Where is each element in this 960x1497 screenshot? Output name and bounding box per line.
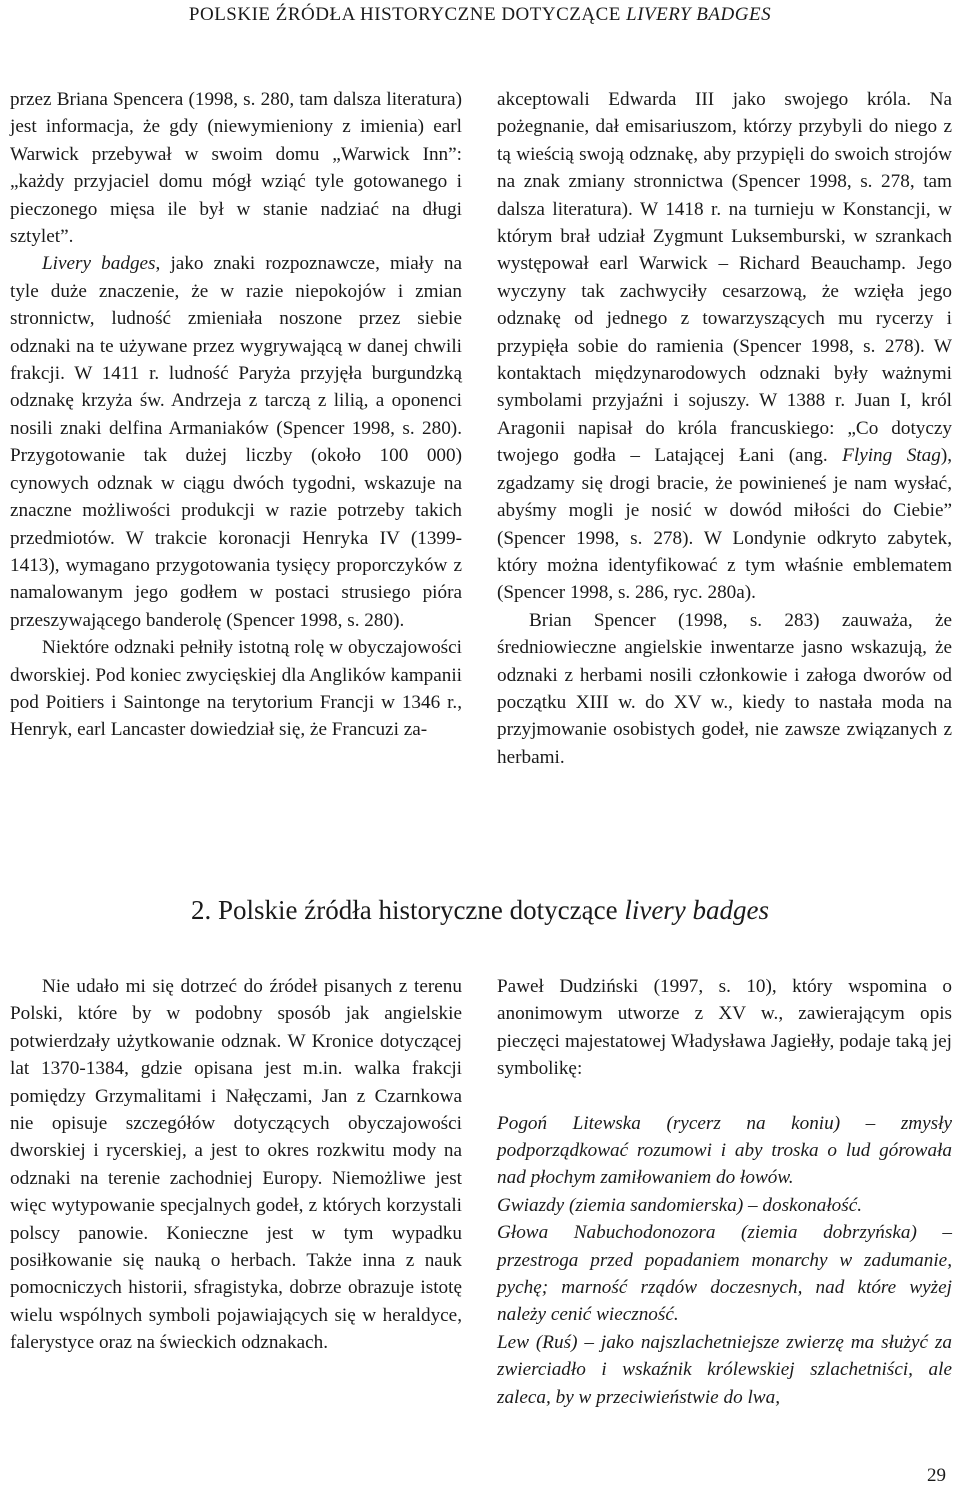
- term-flying-stag: Flying Stag: [842, 445, 941, 467]
- paragraph-dudzinski: Paweł Dudziński (1997, s. 10), który wspomina o anonimowym utworze z XV w., zawierającym opis pieczęci majestatowej Władysława Jagiełły, podaje taką jej symbolikę:: [497, 976, 952, 1080]
- paragraph-edward-iii: [497, 86, 952, 607]
- paragraph-livery-badges: [10, 250, 462, 634]
- paragraph-spencer-warwick: przez Briana Spencera (1998, s. 280, tam dalsza literatura) jest informacja, że gdy (niewymieniony z imienia) earl Warwick przebywał w swoim domu „Warwick Inn”: „każdy przyjaciel domu mógł wziąć tyle gotowanego i pieczonego mięsa ile był w stanie nadziać na długi sztylet”.: [10, 89, 462, 248]
- column-right-bottom: [497, 973, 952, 1411]
- paragraph-livery-badges-text: , jako znaki rozpoznawcze, miały na tyle duże znaczenie, że w razie niepokojów i zmian stronnictw, ludność zmieniała noszone przez siebie odznaki na te używane przez wygrywającą w danej chwili frakcji. W 1411 r. ludność Paryża przyjęła burgundzką odznakę krzyża św. Andrzeja z tarczą z lilią, a oponenci nosili znaki delfina Armaniaków (Spencer 1998, s. 280). Przygotowanie tak dużej liczby (około 100 000) cynowych odznak w ciągu dwóch tygodni, wskazuje na znaczne możliwości produkcji w razie potrzeby takich przedmiotów. W trakcie koronacji Henryka IV (1399-1413), wymagano przygotowania tysięcy proporczyków z namalowanym jego godłem w postaci strusiego pióra przeszywającego banderolę (Spencer 1998, s. 280).: [10, 253, 462, 631]
- paragraph-edward-iii-b: ), zgadzamy się drogi bracie, że powinieneś je nam wysłać, abyśmy mogli je nosić w dowód miłości do Ciebie” (Spencer 1998, s. 278). W Londynie odkryto zabytek, który można identyfikować z tym właśnie emblematem (Spencer 1998, s. 286, ryc. 280a).: [497, 445, 953, 604]
- paragraph-court-customs: Niektóre odznaki pełniły istotną rolę w obyczajowości dworskiej. Pod koniec zwycięskiej dla Anglików kampanii pod Poitiers i Saintonge na terytorium Francji w 1346 r., Henryk, earl Lancaster dowiedział się, że Francuzi za-: [10, 637, 462, 741]
- quote-gwiazdy: Gwiazdy (ziemia sandomierska) – doskonałość.: [497, 1194, 863, 1216]
- column-left-bottom: [10, 973, 462, 1357]
- column-left-top: [10, 86, 462, 744]
- column-right-top: [497, 86, 952, 771]
- section-title-italic: livery badges: [624, 895, 770, 925]
- section-title: [0, 892, 960, 928]
- section-title-text: 2. Polskie źródła historyczne dotyczące: [190, 895, 625, 925]
- running-head-text: POLSKIE ŹRÓDŁA HISTORYCZNE DOTYCZĄCE: [188, 4, 627, 25]
- running-head-italic: LIVERY BADGES: [626, 4, 772, 25]
- quote-lew: Lew (Ruś) – jako najszlachetniejsze zwierzę ma służyć za zwierciadło i wskaźnik królewskiej szlachetniści, ale zaleca, by w przeciwieństwie do lwa,: [497, 1331, 952, 1408]
- quote-glowa: Głowa Nabuchodonozora (ziemia dobrzyńska) – przestroga przed popadaniem monarchy w zadumanie, pychę; marność rządów doczesnych, nad które wyżej należy cenić wieczność.: [497, 1222, 952, 1326]
- page-number: 29: [927, 1465, 946, 1486]
- paragraph-brian-spencer: Brian Spencer (1998, s. 283) zauważa, że średniowieczne angielskie inwentarze jasno wskazują, że odznaki z herbami nosili członkowie i załoga dworów od początku XIII w. do XV w., kiedy to nastała moda na przyjmowanie osobistych godeł, nie zawsze związanych z herbami.: [497, 609, 952, 768]
- term-livery-badges: Livery badges: [42, 253, 156, 275]
- running-head: [0, 0, 960, 30]
- paragraph-polish-sources: Nie udało mi się dotrzeć do źródeł pisanych z terenu Polski, które by w podobny sposób jak angielskie potwierdzały użytkowanie odznak. W Kronice dotyczącej lat 1370-1384, gdzie opisana jest m.in. walka frakcji pomiędzy Grzymalitami i Nałęczami, Jan z Czarnkowa nie opisuje szczegółów dotyczących obyczajowości dworskiej i rycerskiej, a jest to okres rozkwitu mody na odznaki na terenie zachodniej Europy. Niemożliwe jest więc wytypowanie specjalnych godeł, z których korzystali polscy panowie. Konieczne jest w tym wypadku posiłkowanie się nauką o herbach. Także inna z nauk pomocniczych historii, sfragistyka, dobrze obrazuje istotę wielu wspólnych symboli pojawiających się w heraldyce, falerystyce oraz na świeckich odznakach.: [10, 976, 462, 1354]
- quote-pogon: Pogoń Litewska (rycerz na koniu) – zmysły podporządkować rozumowi i aby troska o lud górowała nad płochym zamiłowaniem do łowów.: [497, 1112, 952, 1189]
- paragraph-edward-iii-a: akceptowali Edwarda III jako swojego króla. Na pożegnanie, dał emisariuszom, którzy przybyli do niego z tą wieścią swoją odznakę, aby przypięli do swoich strojów na znak zmiany stronnictwa (Spencer 1998, s. 278, tam dalsza literatura). W 1418 r. na turnieju w Konstancji, w którym brał udział Zygmunt Luksemburski, w szrankach występował earl Warwick – Richard Beauchamp. Jego wyczyny tak zachwyciły cesarzową, że wzięła jego odznakę od jednego z towarzyszących mu rycerzy i przypięła sobie do ramienia (Spencer 1998, s. 278). W kontaktach międzynarodowych odznaki były ważnymi symbolami przyjaźni i sojuszy. W 1388 r. Juan I, król Aragonii napisał do króla francuskiego: „Co dotyczy twojego godła – Latającej Łani (ang.: [497, 89, 952, 467]
